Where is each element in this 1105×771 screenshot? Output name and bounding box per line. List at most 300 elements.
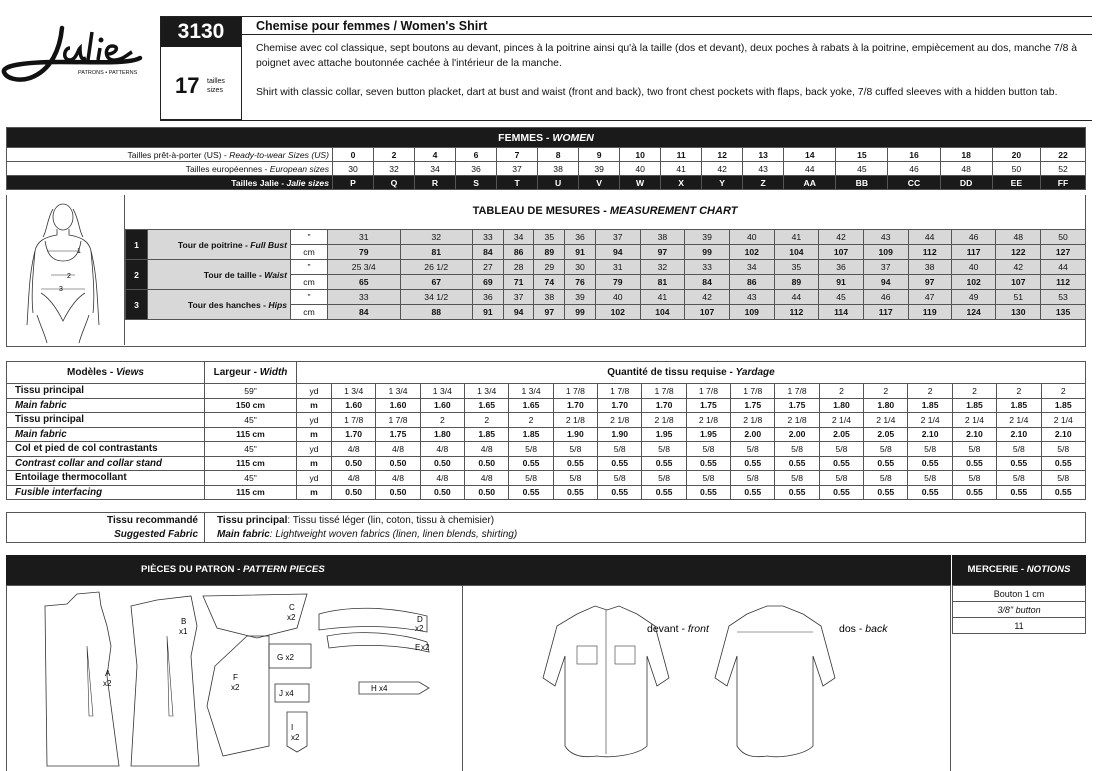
jalie-size-cell: R <box>415 176 456 190</box>
yardage-yd-cell: 1 7/8 <box>642 384 686 399</box>
yardage-title: Quantité de tissu requise - Yardage <box>297 362 1086 384</box>
measurement-in-cell: 40 <box>595 290 640 305</box>
yardage-row-m <box>7 398 1086 413</box>
measurement-cm-cell: 94 <box>863 275 908 290</box>
measurement-in-cell: 37 <box>503 290 534 305</box>
jalie-logo <box>0 18 150 88</box>
yardage-table <box>6 361 1086 500</box>
yardage-m-cell: 0.55 <box>598 485 642 500</box>
yardage-yd-cell: 2 <box>908 384 952 399</box>
yardage-yd-cell: 2 <box>465 413 509 428</box>
measurement-in-cell: 35 <box>774 260 819 275</box>
yardage-yd-cell: 5/8 <box>819 442 863 457</box>
yardage-yd-cell: 2 1/4 <box>952 413 996 428</box>
jalie-size-cell: Y <box>702 176 743 190</box>
yardage-m-cell: 0.55 <box>686 456 730 471</box>
eu-sizes-label: Tailles européennes - European sizes <box>7 162 333 176</box>
us-sizes-row <box>7 148 1086 162</box>
measurement-in-cell: 33 <box>473 230 504 245</box>
eu-size-cell: 36 <box>456 162 497 176</box>
piece-b-qty: x1 <box>179 627 188 636</box>
unit-yd: yd <box>297 471 332 486</box>
yardage-m-cell: 0.55 <box>509 456 553 471</box>
measurement-in-cell: 31 <box>595 260 640 275</box>
unit-cm: cm <box>291 275 328 290</box>
unit-inch: " <box>291 290 328 305</box>
measurement-cm-cell: 114 <box>819 305 864 320</box>
eu-size-cell: 50 <box>992 162 1040 176</box>
measurement-in-cell: 34 <box>729 260 774 275</box>
measurement-cm-cell: 109 <box>863 245 908 260</box>
eu-size-cell: 34 <box>415 162 456 176</box>
measurement-cm-cell: 86 <box>729 275 774 290</box>
jalie-size-cell: CC <box>888 176 940 190</box>
yardage-yd-cell: 5/8 <box>598 471 642 486</box>
measurement-in-cell: 49 <box>951 290 996 305</box>
yardage-yd-cell: 5/8 <box>952 471 996 486</box>
description-en: Shirt with classic collar, seven button placket, dart at bust and waist (front and back), two front chest pockets with flaps, back yoke, 7/8 cuffed sleeves with a hidden button tab. <box>256 87 1058 98</box>
jalie-size-cell: DD <box>940 176 992 190</box>
suggested-fabric-label <box>7 513 205 542</box>
eu-size-cell: 44 <box>784 162 836 176</box>
jalie-size-cell: T <box>497 176 538 190</box>
jalie-size-cell: P <box>333 176 374 190</box>
us-size-cell: 6 <box>456 148 497 162</box>
yardage-m-cell: 0.55 <box>997 485 1041 500</box>
us-size-cell: 16 <box>888 148 940 162</box>
measurement-in-cell: 30 <box>565 260 596 275</box>
yardage-yd-cell: 2 1/4 <box>908 413 952 428</box>
us-size-cell: 15 <box>836 148 888 162</box>
measurement-number: 3 <box>126 290 148 320</box>
piece-a-label: A <box>105 669 111 678</box>
yardage-yd-cell: 1 7/8 <box>731 384 775 399</box>
views-header: Modèles - Views <box>7 362 205 384</box>
measurement-cm-cell: 117 <box>863 305 908 320</box>
yardage-m-cell: 0.55 <box>997 456 1041 471</box>
yardage-yd-cell: 5/8 <box>775 442 819 457</box>
yardage-m-cell: 1.95 <box>686 427 730 442</box>
unit-m: m <box>297 427 332 442</box>
yardage-yd-cell: 5/8 <box>553 471 597 486</box>
yardage-m-cell: 0.55 <box>864 456 908 471</box>
piece-b-outline <box>131 596 199 766</box>
yardage-yd-cell: 4/8 <box>332 442 376 457</box>
yardage-m-cell: 0.55 <box>952 456 996 471</box>
front-view-label: devant - front <box>647 623 709 635</box>
yardage-row-m <box>7 427 1086 442</box>
measurement-in-cell: 29 <box>534 260 565 275</box>
measurement-cm-cell: 130 <box>996 305 1041 320</box>
measurement-in-cell: 38 <box>908 260 951 275</box>
jalie-size-cell: EE <box>992 176 1040 190</box>
us-size-cell: 9 <box>579 148 620 162</box>
us-size-cell: 13 <box>743 148 784 162</box>
yardage-yd-cell: 5/8 <box>997 442 1041 457</box>
piece-i-qty: x2 <box>291 733 300 742</box>
yardage-m-cell: 0.50 <box>465 485 509 500</box>
us-size-cell: 7 <box>497 148 538 162</box>
yardage-m-cell: 1.80 <box>864 398 908 413</box>
piece-a-qty: x2 <box>103 679 112 688</box>
notions-table <box>952 585 1086 634</box>
measurement-in-cell: 36 <box>819 260 864 275</box>
yardage-yd-cell: 1 3/4 <box>509 384 553 399</box>
pattern-header <box>242 16 1092 120</box>
suggested-fabric-fr: Tissu principal: Tissu tissé léger (lin, coton, tissu à chemisier) <box>217 515 495 526</box>
measurement-in-cell: 38 <box>640 230 685 245</box>
measurement-in-cell: 36 <box>473 290 504 305</box>
measurement-in-cell: 36 <box>565 230 596 245</box>
yardage-yd-cell: 5/8 <box>908 442 952 457</box>
measurement-cm-cell: 76 <box>565 275 596 290</box>
jalie-size-cell: Q <box>374 176 415 190</box>
yardage-m-cell: 1.65 <box>509 398 553 413</box>
measurement-in-cell: 40 <box>951 260 996 275</box>
measurement-in-cell: 42 <box>996 260 1041 275</box>
yardage-m-cell: 2.05 <box>819 427 863 442</box>
yardage-m-cell: 0.55 <box>1041 456 1086 471</box>
yardage-yd-cell: 1 3/4 <box>420 384 464 399</box>
measurement-cm-cell: 74 <box>534 275 565 290</box>
us-size-cell: 22 <box>1041 148 1086 162</box>
measurement-label: Tour des hanches - Hips <box>148 290 291 320</box>
yardage-m-cell: 0.50 <box>376 485 420 500</box>
pattern-pieces-box <box>6 585 951 771</box>
unit-cm: cm <box>291 305 328 320</box>
header-divider <box>160 120 1092 121</box>
measurement-row-in <box>126 290 1086 305</box>
yardage-yd-cell: 2 1/8 <box>642 413 686 428</box>
yardage-view-fr: Tissu principal <box>7 384 205 399</box>
yardage-m-cell: 1.60 <box>332 398 376 413</box>
yardage-yd-cell: 5/8 <box>952 442 996 457</box>
piece-c-qty: x2 <box>287 613 296 622</box>
yardage-yd-cell: 4/8 <box>332 471 376 486</box>
yardage-yd-cell: 4/8 <box>465 471 509 486</box>
yardage-yd-cell: 5/8 <box>864 442 908 457</box>
sizes-label <box>207 77 225 95</box>
yardage-header-row <box>7 362 1086 384</box>
jalie-size-cell: AA <box>784 176 836 190</box>
yardage-width-in: 45" <box>205 442 297 457</box>
yardage-m-cell: 0.55 <box>775 456 819 471</box>
back-view-label: dos - back <box>839 623 888 635</box>
yardage-yd-cell: 2 1/8 <box>775 413 819 428</box>
unit-inch: " <box>291 260 328 275</box>
yardage-m-cell: 0.55 <box>908 456 952 471</box>
yardage-yd-cell: 2 <box>819 384 863 399</box>
measurement-cm-cell: 107 <box>685 305 730 320</box>
measurement-cm-cell: 112 <box>908 245 951 260</box>
measurement-cm-cell: 65 <box>328 275 401 290</box>
measurement-cm-cell: 119 <box>908 305 951 320</box>
yardage-row-yd <box>7 442 1086 457</box>
measurement-cm-cell: 124 <box>951 305 996 320</box>
piece-b-label: B <box>181 617 187 626</box>
yardage-yd-cell: 1 7/8 <box>332 413 376 428</box>
jalie-size-cell: U <box>538 176 579 190</box>
yardage-m-cell: 1.90 <box>553 427 597 442</box>
notions-header <box>952 555 1086 585</box>
measurement-label: Tour de taille - Waist <box>148 260 291 290</box>
yardage-m-cell: 1.70 <box>642 398 686 413</box>
yardage-yd-cell: 2 1/8 <box>731 413 775 428</box>
measurement-cm-cell: 104 <box>774 245 819 260</box>
piece-e-label: E <box>415 643 421 652</box>
eu-size-cell: 52 <box>1041 162 1086 176</box>
yardage-yd-cell: 5/8 <box>908 471 952 486</box>
yardage-m-cell: 0.55 <box>509 485 553 500</box>
yardage-view-en: Contrast collar and collar stand <box>7 456 205 471</box>
measurement-cm-cell: 99 <box>685 245 730 260</box>
measurement-in-cell: 50 <box>1041 230 1086 245</box>
yardage-width-in: 59" <box>205 384 297 399</box>
measurement-cm-cell: 79 <box>595 275 640 290</box>
yardage-row-m <box>7 456 1086 471</box>
us-size-cell: 14 <box>784 148 836 162</box>
us-size-cell: 18 <box>940 148 992 162</box>
measurement-section <box>6 195 1086 347</box>
yardage-m-cell: 1.75 <box>376 427 420 442</box>
measurement-in-cell: 45 <box>819 290 864 305</box>
yardage-m-cell: 0.55 <box>819 485 863 500</box>
svg-text:2: 2 <box>67 273 71 280</box>
yardage-m-cell: 0.55 <box>952 485 996 500</box>
measurement-cm-cell: 91 <box>565 245 596 260</box>
jalie-size-cell: BB <box>836 176 888 190</box>
yardage-m-cell: 1.75 <box>775 398 819 413</box>
yardage-width-cm: 115 cm <box>205 427 297 442</box>
yardage-m-cell: 0.55 <box>908 485 952 500</box>
yardage-width-cm: 150 cm <box>205 398 297 413</box>
measurement-cm-cell: 86 <box>503 245 534 260</box>
yardage-row-m <box>7 485 1086 500</box>
unit-yd: yd <box>297 413 332 428</box>
measurement-cm-cell: 117 <box>951 245 996 260</box>
yardage-view-fr: Col et pied de col contrastants <box>7 442 205 457</box>
yardage-yd-cell: 5/8 <box>775 471 819 486</box>
yardage-yd-cell: 5/8 <box>864 471 908 486</box>
measurement-cm-cell: 99 <box>565 305 596 320</box>
notion-qty: 11 <box>953 618 1086 634</box>
measurement-cm-cell: 94 <box>503 305 534 320</box>
us-size-cell: 2 <box>374 148 415 162</box>
yardage-m-cell: 1.85 <box>997 398 1041 413</box>
unit-m: m <box>297 456 332 471</box>
yardage-yd-cell: 5/8 <box>997 471 1041 486</box>
measurement-cm-cell: 104 <box>640 305 685 320</box>
yardage-yd-cell: 5/8 <box>731 471 775 486</box>
suggested-fabric-label-fr: Tissu recommandé <box>107 515 198 526</box>
piece-e-outline <box>327 633 429 652</box>
yardage-m-cell: 0.50 <box>332 485 376 500</box>
yardage-m-cell: 1.60 <box>376 398 420 413</box>
measurement-in-cell: 25 3/4 <box>328 260 401 275</box>
yardage-m-cell: 1.85 <box>509 427 553 442</box>
eu-size-cell: 45 <box>836 162 888 176</box>
notion-item-fr: Bouton 1 cm <box>953 586 1086 602</box>
yardage-yd-cell: 5/8 <box>642 471 686 486</box>
measurement-in-cell: 43 <box>729 290 774 305</box>
yardage-yd-cell: 5/8 <box>686 442 730 457</box>
jalie-sizes-row <box>7 176 1086 190</box>
yardage-width-in: 45" <box>205 471 297 486</box>
yardage-yd-cell: 5/8 <box>509 471 553 486</box>
yardage-m-cell: 0.55 <box>642 485 686 500</box>
yardage-yd-cell: 1 7/8 <box>775 384 819 399</box>
yardage-m-cell: 0.55 <box>642 456 686 471</box>
eu-size-cell: 38 <box>538 162 579 176</box>
piece-h-outline <box>359 682 429 694</box>
yardage-yd-cell: 5/8 <box>731 442 775 457</box>
eu-size-cell: 41 <box>661 162 702 176</box>
yardage-yd-cell: 1 7/8 <box>376 413 420 428</box>
yardage-yd-cell: 2 1/4 <box>1041 413 1086 428</box>
yardage-m-cell: 2.10 <box>997 427 1041 442</box>
measurement-in-cell: 42 <box>685 290 730 305</box>
svg-text:3: 3 <box>59 286 63 293</box>
suggested-fabric-label-en: Suggested Fabric <box>114 529 198 540</box>
yardage-m-cell: 0.55 <box>731 456 775 471</box>
measurement-in-cell: 27 <box>473 260 504 275</box>
body-figure-illustration <box>7 195 125 345</box>
measurement-cm-cell: 112 <box>1041 275 1086 290</box>
measurement-in-cell: 34 1/2 <box>400 290 473 305</box>
measurement-in-cell: 28 <box>503 260 534 275</box>
measurement-cm-cell: 135 <box>1041 305 1086 320</box>
yardage-width-cm: 115 cm <box>205 485 297 500</box>
yardage-m-cell: 1.75 <box>731 398 775 413</box>
sizes-label-fr: tailles <box>207 78 225 85</box>
yardage-m-cell: 0.50 <box>376 456 420 471</box>
yardage-yd-cell: 4/8 <box>420 442 464 457</box>
yardage-yd-cell: 4/8 <box>420 471 464 486</box>
measurement-in-cell: 37 <box>595 230 640 245</box>
sizes-label-en: sizes <box>207 87 223 94</box>
yardage-m-cell: 0.50 <box>420 456 464 471</box>
measurement-cm-cell: 91 <box>473 305 504 320</box>
measurement-in-cell: 44 <box>908 230 951 245</box>
measurement-cm-cell: 89 <box>774 275 819 290</box>
measurement-in-cell: 46 <box>951 230 996 245</box>
measurement-in-cell: 32 <box>400 230 473 245</box>
measurement-cm-cell: 102 <box>951 275 996 290</box>
yardage-yd-cell: 4/8 <box>465 442 509 457</box>
yardage-yd-cell: 2 1/4 <box>819 413 863 428</box>
women-header: FEMMES - WOMEN <box>7 128 1086 148</box>
yardage-m-cell: 1.60 <box>420 398 464 413</box>
unit-yd: yd <box>297 384 332 399</box>
measurement-cm-cell: 84 <box>473 245 504 260</box>
yardage-m-cell: 0.55 <box>864 485 908 500</box>
piece-d-outline <box>319 608 427 632</box>
yardage-m-cell: 1.85 <box>952 398 996 413</box>
measurement-cm-cell: 71 <box>503 275 534 290</box>
piece-h-label: H x4 <box>371 684 388 693</box>
yardage-yd-cell: 4/8 <box>376 471 420 486</box>
jalie-size-cell: X <box>661 176 702 190</box>
notions-title: MERCERIE - NOTIONS <box>967 564 1071 575</box>
unit-cm: cm <box>291 245 328 260</box>
measurement-in-cell: 32 <box>640 260 685 275</box>
yardage-m-cell: 1.85 <box>1041 398 1086 413</box>
jalie-size-cell: FF <box>1041 176 1086 190</box>
measurement-cm-cell: 107 <box>819 245 864 260</box>
yardage-yd-cell: 2 1/8 <box>553 413 597 428</box>
width-header: Largeur - Width <box>205 362 297 384</box>
unit-yd: yd <box>297 442 332 457</box>
measurement-cm-cell: 107 <box>996 275 1041 290</box>
measurement-cm-cell: 109 <box>729 305 774 320</box>
yardage-m-cell: 0.55 <box>819 456 863 471</box>
yardage-yd-cell: 2 <box>1041 384 1086 399</box>
svg-text:1: 1 <box>77 248 81 255</box>
yardage-m-cell: 1.70 <box>332 427 376 442</box>
yardage-row-yd <box>7 413 1086 428</box>
yardage-yd-cell: 2 1/8 <box>598 413 642 428</box>
measurement-cm-cell: 91 <box>819 275 864 290</box>
yardage-m-cell: 1.90 <box>598 427 642 442</box>
yardage-view-fr: Tissu principal <box>7 413 205 428</box>
eu-size-cell: 48 <box>940 162 992 176</box>
measurement-in-cell: 37 <box>863 260 908 275</box>
yardage-yd-cell: 5/8 <box>1041 471 1086 486</box>
yardage-m-cell: 0.55 <box>731 485 775 500</box>
measurement-in-cell: 39 <box>685 230 730 245</box>
yardage-m-cell: 2.10 <box>908 427 952 442</box>
eu-size-cell: 43 <box>743 162 784 176</box>
yardage-m-cell: 1.75 <box>686 398 730 413</box>
pattern-pieces-title: PIÈCES DU PATRON - PATTERN PIECES <box>141 564 325 575</box>
pattern-number-box <box>160 16 242 120</box>
yardage-yd-cell: 2 1/4 <box>997 413 1041 428</box>
piece-f-qty: x2 <box>231 683 240 692</box>
yardage-yd-cell: 5/8 <box>642 442 686 457</box>
yardage-m-cell: 2.00 <box>775 427 819 442</box>
measurement-in-cell: 40 <box>729 230 774 245</box>
yardage-m-cell: 0.55 <box>775 485 819 500</box>
piece-c-label: C <box>289 603 295 612</box>
pattern-number: 3130 <box>161 17 241 47</box>
measurement-in-cell: 41 <box>640 290 685 305</box>
measurement-in-cell: 33 <box>685 260 730 275</box>
yardage-view-en: Main fabric <box>7 398 205 413</box>
eu-size-cell: 30 <box>333 162 374 176</box>
piece-g-label: G x2 <box>277 653 294 662</box>
measurement-in-cell: 38 <box>534 290 565 305</box>
yardage-view-fr: Entoilage thermocollant <box>7 471 205 486</box>
us-size-cell: 11 <box>661 148 702 162</box>
measurement-cm-cell: 69 <box>473 275 504 290</box>
measurement-cm-cell: 94 <box>595 245 640 260</box>
measurement-cm-cell: 89 <box>534 245 565 260</box>
eu-size-cell: 37 <box>497 162 538 176</box>
measurement-in-cell: 39 <box>565 290 596 305</box>
measurement-cm-cell: 102 <box>595 305 640 320</box>
yardage-m-cell: 0.50 <box>420 485 464 500</box>
measurement-in-cell: 31 <box>328 230 401 245</box>
measurement-cm-cell: 79 <box>328 245 401 260</box>
yardage-width-cm: 115 cm <box>205 456 297 471</box>
suggested-fabric-section <box>6 512 1086 543</box>
us-size-cell: 8 <box>538 148 579 162</box>
yardage-yd-cell: 2 <box>952 384 996 399</box>
notion-item-en: 3/8" button <box>953 602 1086 618</box>
measurement-row-in <box>126 260 1086 275</box>
yardage-m-cell: 1.70 <box>598 398 642 413</box>
yardage-m-cell: 0.55 <box>553 456 597 471</box>
